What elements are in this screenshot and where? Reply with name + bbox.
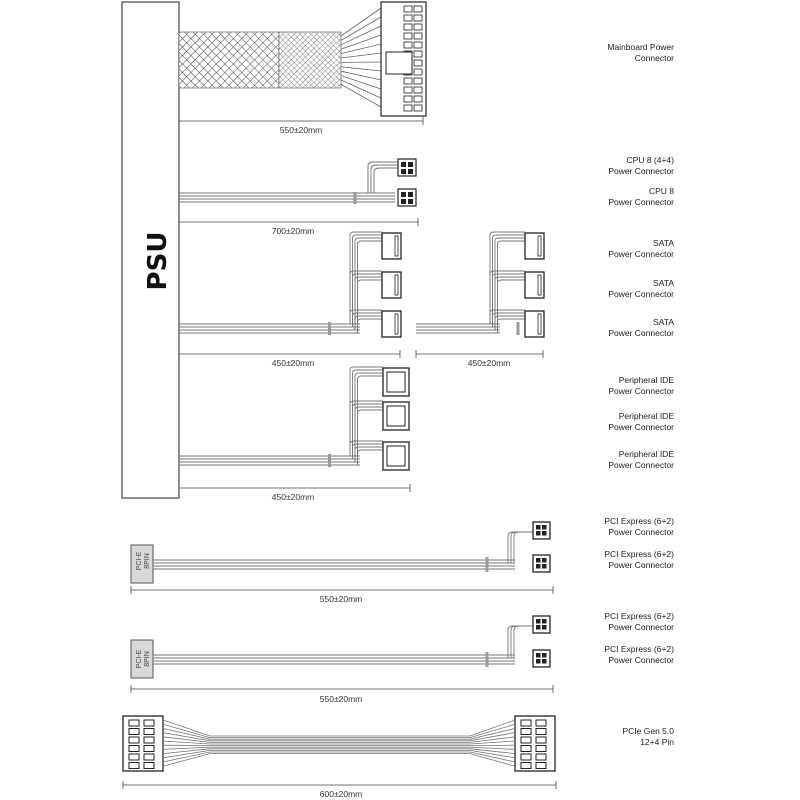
pcie-box-line1: PCI-E (136, 649, 143, 669)
label-pcie-l1: PCI Express (6+2) (604, 516, 674, 526)
label-pcie-l2: Power Connector (608, 655, 674, 665)
label-sata-l1: SATA (653, 238, 674, 248)
sata-cable-right (416, 232, 544, 337)
sata-dimension-left (179, 350, 400, 358)
label-ide-l1: Peripheral IDE (618, 411, 674, 421)
label-ide-l1: Peripheral IDE (618, 449, 674, 459)
pcie-gen5-cable (123, 716, 555, 771)
sata-cable-left (179, 232, 401, 337)
label-pcie-l1: PCI Express (6+2) (604, 549, 674, 559)
cpu-connector-b (398, 189, 416, 206)
label-sata-l1: SATA (653, 278, 674, 288)
sata-dimension-right (416, 350, 543, 358)
pcie-box-label-2 (136, 639, 152, 679)
label-cpu-a-l2: Power Connector (608, 166, 674, 176)
pcie2-length: 550±20mm (319, 694, 363, 704)
gen5-dimension (123, 781, 556, 789)
label-mainboard-l2: Connector (634, 53, 674, 63)
label-cpu-a (608, 155, 674, 177)
cpu-connector-a (398, 159, 416, 176)
label-ide-2 (608, 411, 674, 433)
label-ide-l1: Peripheral IDE (618, 375, 674, 385)
pcie-dimension-1 (131, 586, 553, 594)
label-pcie2-b (604, 644, 674, 666)
label-cpu-b-l1: CPU 8 (648, 186, 674, 196)
pcie-cable-2 (131, 616, 550, 678)
label-sata-l1: SATA (653, 317, 674, 327)
label-pcie2-a (604, 611, 674, 633)
mainboard-length: 550±20mm (279, 125, 323, 135)
cpu-dimension (179, 218, 418, 226)
label-pcie1-a (604, 516, 674, 538)
label-ide-3 (608, 449, 674, 471)
label-cpu-b (608, 186, 674, 208)
cpu-length: 700±20mm (271, 226, 315, 236)
ide-length: 450±20mm (271, 492, 315, 502)
pcie-box-line2: 8PIN (144, 651, 151, 667)
pcie-box-line2: 8PIN (144, 553, 151, 569)
label-gen5-l1: PCIe Gen 5.0 (622, 726, 674, 736)
sata-length-right: 450±20mm (467, 358, 511, 368)
label-sata-1 (608, 238, 674, 260)
label-gen5 (622, 726, 674, 748)
mainboard-dimension (179, 117, 423, 125)
pcie-box-label-1 (136, 541, 152, 581)
label-pcie-l2: Power Connector (608, 560, 674, 570)
mainboard-connector (381, 2, 426, 116)
pcie-dimension-2 (131, 685, 553, 693)
label-ide-1 (608, 375, 674, 397)
label-mainboard-l1: Mainboard Power (607, 42, 674, 52)
label-sata-l2: Power Connector (608, 289, 674, 299)
pcie-cable-1 (131, 522, 550, 583)
label-sata-l2: Power Connector (608, 249, 674, 259)
label-cpu-a-l1: CPU 8 (4+4) (626, 155, 674, 165)
pcie1-length: 550±20mm (319, 594, 363, 604)
sata-length-left: 450±20mm (271, 358, 315, 368)
label-pcie-l2: Power Connector (608, 527, 674, 537)
label-gen5-l2: 12+4 Pin (640, 737, 674, 747)
ide-cable (179, 367, 409, 470)
label-pcie-l1: PCI Express (6+2) (604, 644, 674, 654)
psu-label: PSU (143, 231, 173, 291)
label-pcie-l1: PCI Express (6+2) (604, 611, 674, 621)
label-sata-3 (608, 317, 674, 339)
label-sata-l2: Power Connector (608, 328, 674, 338)
label-pcie1-b (604, 549, 674, 571)
label-ide-l2: Power Connector (608, 460, 674, 470)
gen5-length: 600±20mm (319, 789, 363, 799)
ide-dimension (179, 484, 410, 492)
mainboard-cable (179, 2, 426, 116)
cpu-cable (179, 162, 398, 204)
label-cpu-b-l2: Power Connector (608, 197, 674, 207)
label-pcie-l2: Power Connector (608, 622, 674, 632)
label-mainboard (607, 42, 674, 64)
label-ide-l2: Power Connector (608, 422, 674, 432)
pcie-box-line1: PCI-E (136, 551, 143, 571)
label-ide-l2: Power Connector (608, 386, 674, 396)
label-sata-2 (608, 278, 674, 300)
